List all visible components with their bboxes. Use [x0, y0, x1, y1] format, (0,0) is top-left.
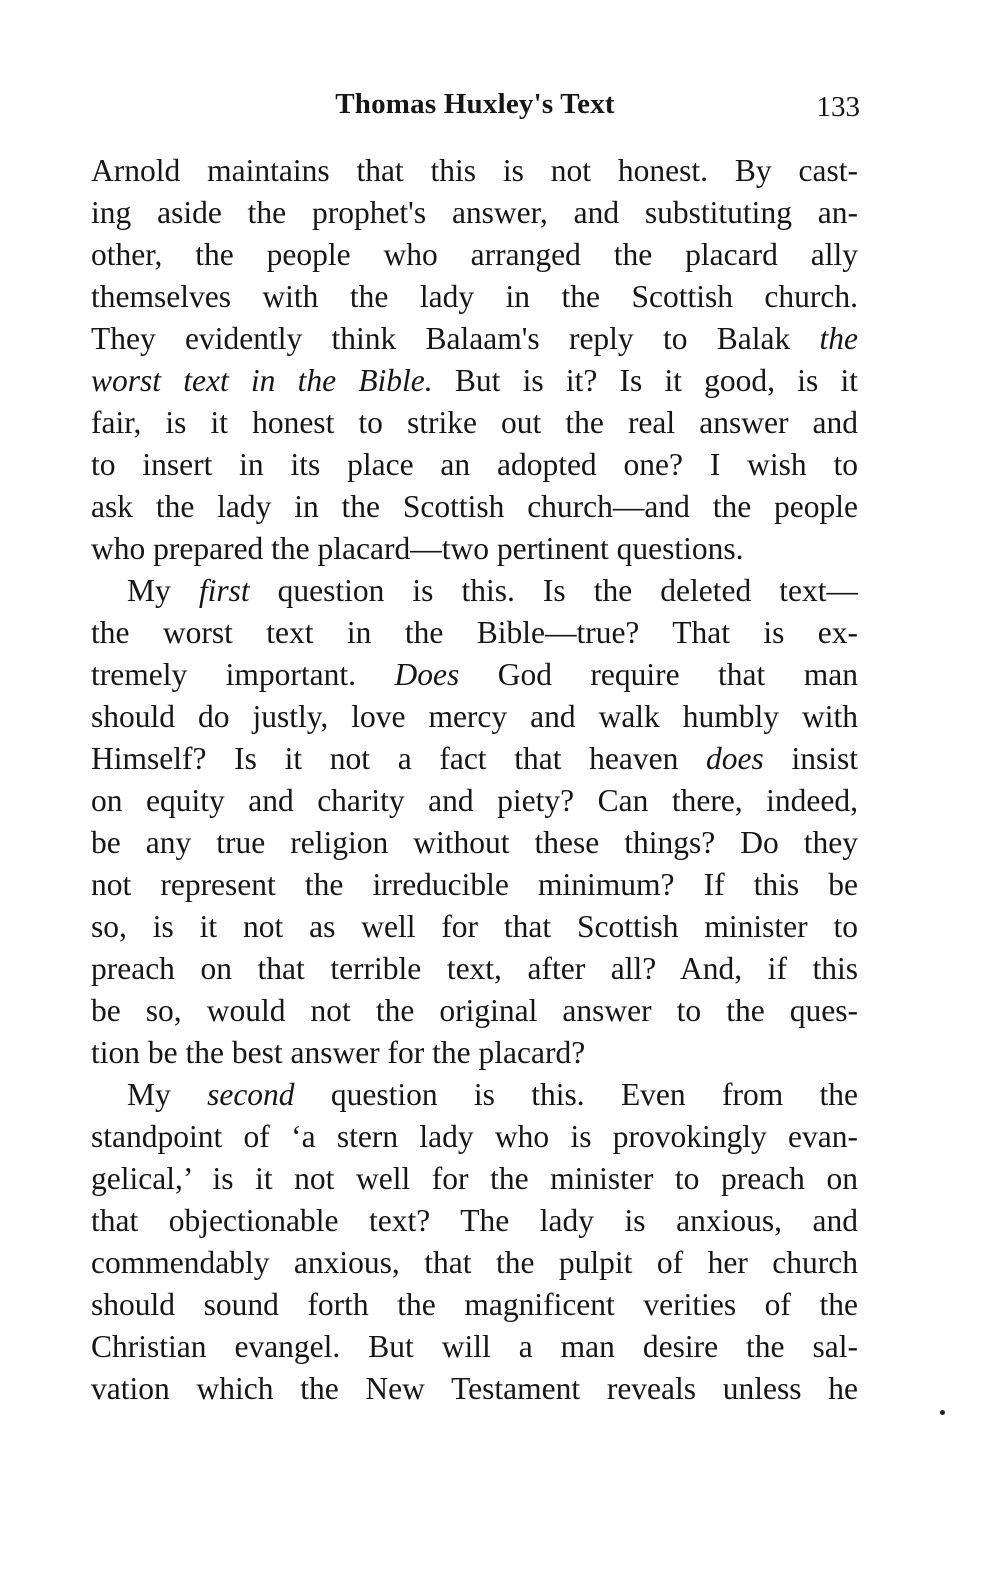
- italic-run: second: [207, 1077, 295, 1112]
- text-run: tion be the best answer for the placard?: [91, 1035, 586, 1070]
- page-number: 133: [816, 91, 860, 123]
- text-run: themselves with the lady in the Scottish church.: [91, 279, 858, 314]
- running-title: Thomas Huxley's Text: [335, 88, 615, 120]
- text-run: preach on that terrible text, after all? And, if this: [91, 951, 858, 986]
- text-run: Christian evangel. But will a man desire the sal-: [91, 1329, 858, 1364]
- running-head: [90, 88, 860, 128]
- text-run: standpoint of ‘a stern lady who is provokingly evan-: [91, 1119, 858, 1154]
- text-run: fair, is it honest to strike out the real answer and: [91, 405, 858, 440]
- italic-run: worst text in the Bible.: [91, 363, 433, 398]
- text-line: [91, 696, 858, 738]
- text-line: [91, 654, 858, 696]
- text-line: [91, 780, 858, 822]
- text-run: insist: [763, 741, 858, 776]
- text-run: the worst text in the Bible—true? That is ex-: [91, 615, 858, 650]
- italic-run: does: [706, 741, 764, 776]
- text-line: [91, 1158, 858, 1200]
- text-run: They evidently think Balaam's reply to Balak: [91, 321, 820, 356]
- text-line: [91, 822, 858, 864]
- text-run: should do justly, love mercy and walk humbly with: [91, 699, 858, 734]
- text-line: [91, 360, 858, 402]
- text-line: [91, 612, 858, 654]
- text-run: to insert in its place an adopted one? I wish to: [91, 447, 858, 482]
- text-run: commendably anxious, that the pulpit of her church: [91, 1245, 858, 1280]
- text-run: God require that man: [459, 657, 858, 692]
- text-line: [91, 864, 858, 906]
- text-run: who prepared the placard—two pertinent questions.: [91, 531, 744, 566]
- text-run: be so, would not the original answer to the ques-: [91, 993, 858, 1028]
- text-run: My: [127, 573, 199, 608]
- text-line: [91, 1200, 858, 1242]
- text-line: [91, 192, 858, 234]
- text-run: vation which the New Testament reveals unless he: [91, 1371, 858, 1406]
- text-run: question is this. Even from the: [294, 1077, 859, 1112]
- text-run: My: [127, 1077, 208, 1112]
- text-run: But is it? Is it good, is it: [432, 363, 858, 398]
- text-run: so, is it not as well for that Scottish minister to: [91, 909, 858, 944]
- text-line: [91, 1074, 858, 1116]
- text-line: [91, 948, 858, 990]
- text-run: question is this. Is the deleted text—: [249, 573, 858, 608]
- text-line: [91, 1284, 858, 1326]
- text-line: [91, 1032, 858, 1074]
- text-run: Arnold maintains that this is not honest. By cast-: [91, 153, 858, 188]
- text-line: [91, 990, 858, 1032]
- text-line: [91, 528, 858, 570]
- text-line: [91, 906, 858, 948]
- italic-run: first: [198, 573, 250, 608]
- ink-speck: [939, 1409, 946, 1416]
- text-run: that objectionable text? The lady is anxious, and: [91, 1203, 858, 1238]
- text-line: [91, 234, 858, 276]
- text-run: should sound forth the magnificent verities of the: [91, 1287, 858, 1322]
- text-line: [91, 402, 858, 444]
- text-line: [91, 570, 858, 612]
- text-line: [91, 486, 858, 528]
- text-line: [91, 318, 858, 360]
- text-run: gelical,’ is it not well for the minister to preach on: [91, 1161, 858, 1196]
- text-run: be any true religion without these things? Do they: [91, 825, 858, 860]
- text-run: not represent the irreducible minimum? If this be: [91, 867, 858, 902]
- text-run: tremely important.: [91, 657, 395, 692]
- text-run: ing aside the prophet's answer, and substituting an-: [91, 195, 858, 230]
- text-line: [91, 1368, 858, 1410]
- text-line: [91, 1116, 858, 1158]
- text-line: [91, 150, 858, 192]
- text-run: ask the lady in the Scottish church—and the people: [91, 489, 858, 524]
- text-line: [91, 738, 858, 780]
- text-line: [91, 1242, 858, 1284]
- text-run: other, the people who arranged the placard ally: [91, 237, 858, 272]
- italic-run: Does: [394, 657, 460, 692]
- text-line: [91, 276, 858, 318]
- text-run: on equity and charity and piety? Can there, indeed,: [91, 783, 858, 818]
- text-line: [91, 444, 858, 486]
- text-run: Himself? Is it not a fact that heaven: [91, 741, 707, 776]
- text-line: [91, 1326, 858, 1368]
- italic-run: the: [819, 321, 858, 356]
- body-text: [91, 150, 858, 1410]
